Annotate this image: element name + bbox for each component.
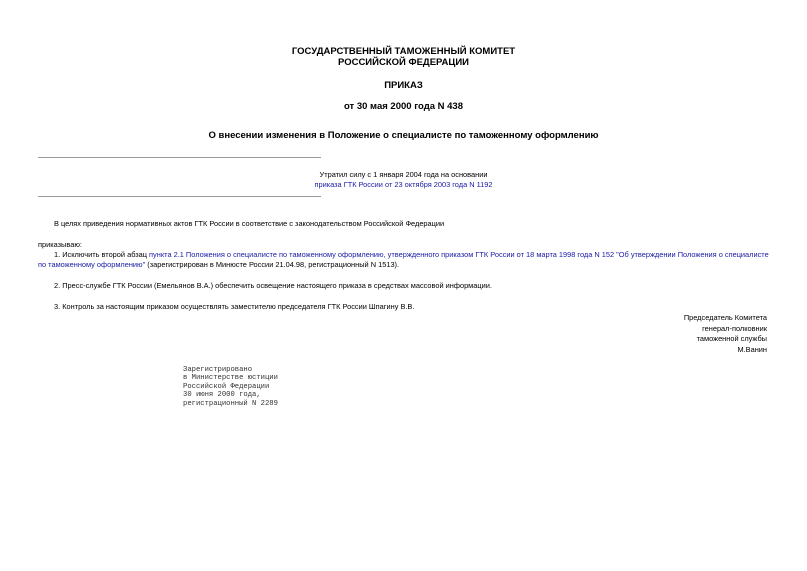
document-subject: О внесении изменения в Положение о специалисте по таможенному оформлению bbox=[208, 130, 599, 141]
order-word: приказываю: bbox=[38, 240, 82, 249]
authority-line-2: РОССИЙСКОЙ ФЕДЕРАЦИИ bbox=[337, 57, 469, 68]
signatory-rank: генерал-полковник bbox=[702, 323, 767, 333]
signatory-position: Председатель Комитета bbox=[683, 313, 767, 322]
registration-line-2: в Министерстве юстиции bbox=[183, 374, 278, 383]
item-1-prefix: 1. Исключить второй абзац bbox=[54, 250, 150, 259]
item-3-paragraph: 3. Контроль за настоящим приказом осуществлять заместителю председателя ГТК России Шпагину В.В. bbox=[54, 302, 415, 311]
item-1-paragraph bbox=[38, 250, 776, 270]
item-2-paragraph: 2. Пресс-службе ГТК России (Емельянов В.А.) обеспечить освещение настоящего приказа в средствах массовой информации. bbox=[54, 281, 492, 290]
authority-line-1: ГОСУДАРСТВЕННЫЙ ТАМОЖЕННЫЙ КОМИТЕТ bbox=[291, 46, 516, 57]
preamble-paragraph: В целях приведения нормативных актов ГТК России в соответствие с законодательством Российской Федерации bbox=[54, 219, 445, 228]
status-text: Утратил силу с 1 января 2004 года на основании bbox=[319, 170, 488, 179]
signature-block bbox=[684, 313, 767, 355]
signatory-service: таможенной службы bbox=[696, 334, 767, 344]
registration-line-4: 30 июня 2000 года, bbox=[183, 391, 261, 400]
document-date-number: от 30 мая 2000 года N 438 bbox=[343, 101, 464, 112]
registration-line-1: Зарегистрировано bbox=[183, 366, 253, 374]
registration-line-3: Российской Федерации bbox=[183, 382, 270, 391]
divider-bottom bbox=[38, 196, 321, 197]
divider-top bbox=[38, 157, 321, 158]
status-note bbox=[0, 170, 807, 190]
document-type: ПРИКАЗ bbox=[384, 80, 423, 91]
issuing-authority bbox=[0, 46, 807, 68]
item-1-suffix: (зарегистрирован в Минюсте России 21.04.98, регистрационный N 1513). bbox=[145, 260, 400, 269]
signatory-name: М.Ванин bbox=[737, 344, 767, 354]
regulation-clause-link[interactable]: пункта 2.1 Положения о специалисте по таможенному оформлению, утвержденного приказом ГТК России от 18 марта 1998 года N 152 "Об утверждении Положения о специалисте по таможенному оформлению" bbox=[38, 250, 769, 269]
registration-line-5: регистрационный N 2289 bbox=[183, 399, 278, 408]
repeal-order-link[interactable]: приказа ГТК России от 23 октября 2003 года N 1192 bbox=[314, 180, 493, 189]
registration-stamp bbox=[183, 366, 278, 408]
